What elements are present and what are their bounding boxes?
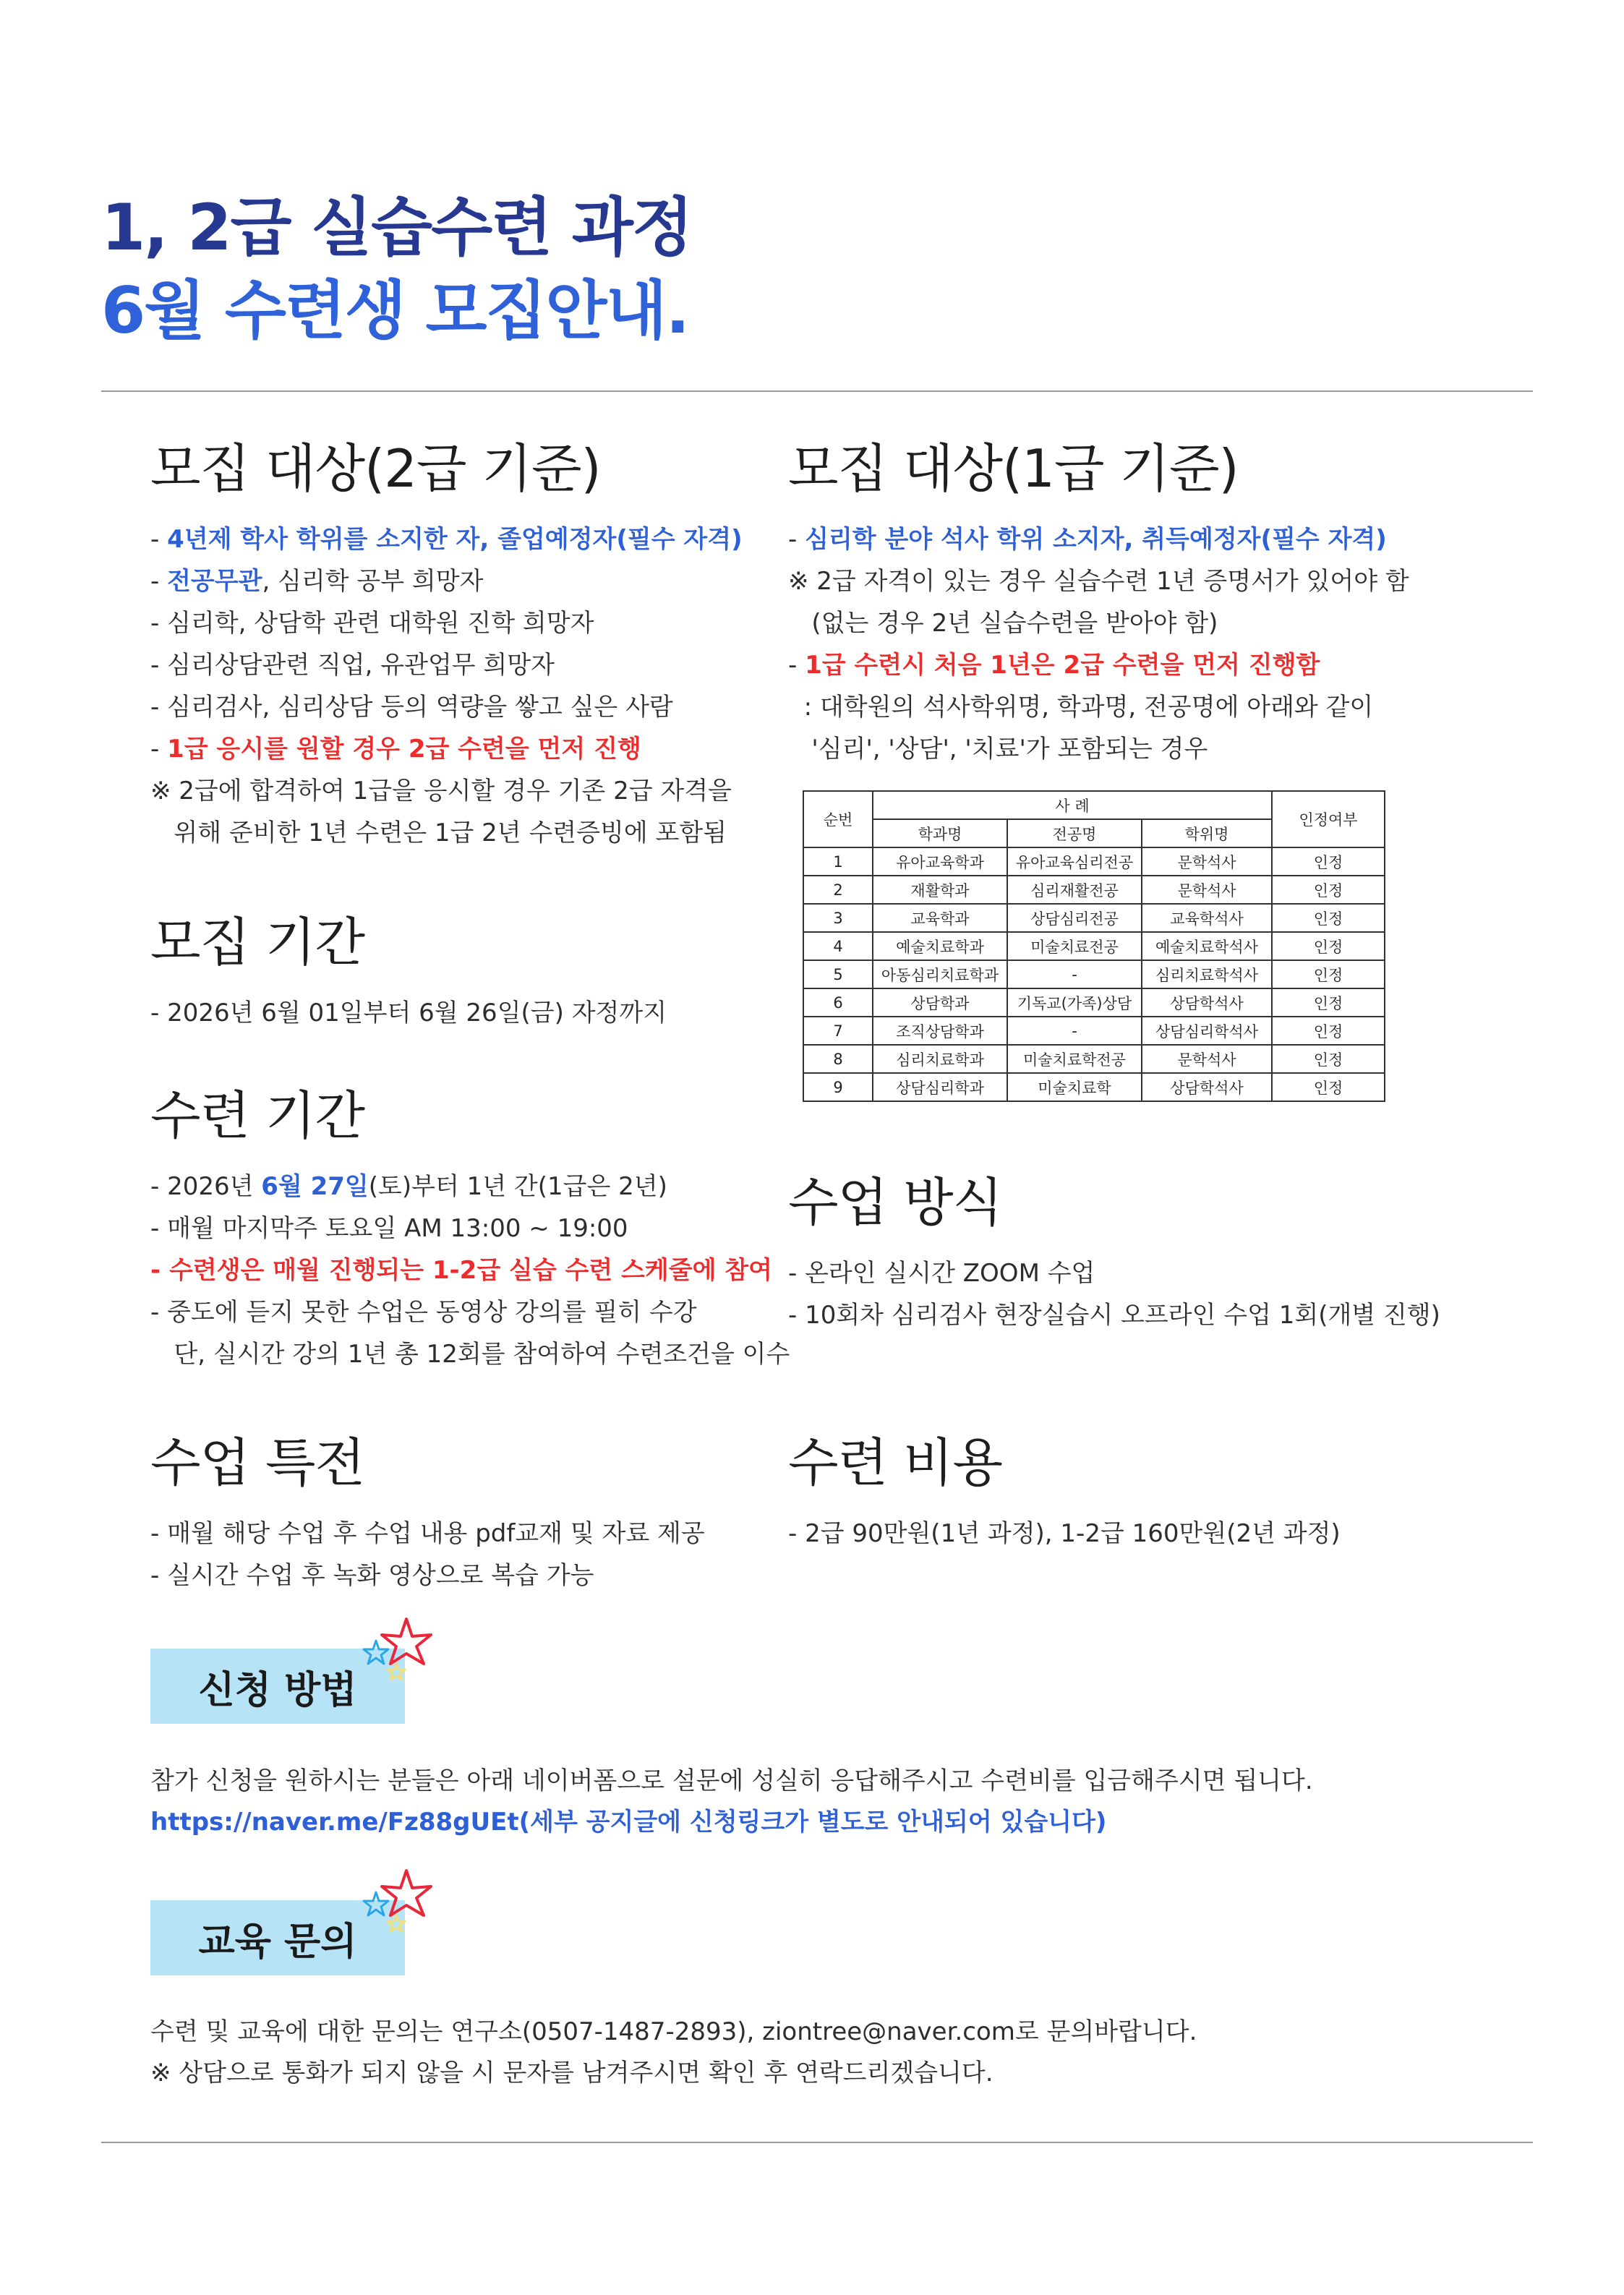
table-cell: 인정 (1272, 904, 1385, 932)
table-row (803, 876, 1385, 904)
star-red-icon (382, 1619, 431, 1664)
cost-list (788, 1513, 1341, 1555)
bottom-divider (101, 2142, 1533, 2143)
table-row (803, 960, 1385, 988)
list-item: '심리', '상담', '치료'가 포함되는 경우 (788, 735, 1208, 764)
star-red-icon (382, 1871, 431, 1915)
training-list (150, 1166, 790, 1375)
table-cell: 교육학석사 (1142, 904, 1272, 932)
list-item: - 매월 해당 수업 후 수업 내용 pdf교재 및 자료 제공 (150, 1519, 705, 1548)
table-cell: 상담심리전공 (1007, 904, 1142, 932)
star-yellow-icon (388, 1664, 405, 1680)
table-cell: 상담학과 (873, 988, 1007, 1017)
table-cell: 6 (803, 988, 873, 1017)
table-cell: - (1007, 1017, 1142, 1045)
method-list (788, 1252, 1440, 1336)
table-cell: 아동심리치료학과 (873, 960, 1007, 988)
table-cell: 인정 (1272, 1073, 1385, 1101)
table-row (803, 1017, 1385, 1045)
table-row (803, 1045, 1385, 1073)
table-cell: 5 (803, 960, 873, 988)
table-cell: 4 (803, 932, 873, 960)
training-heading: 수련 기간 (150, 1085, 365, 1146)
table-row (803, 904, 1385, 932)
table-cell: 문학석사 (1142, 876, 1272, 904)
target1-list (788, 518, 1409, 770)
table-cell: 예술치료학과 (873, 932, 1007, 960)
table-cell: 상담학석사 (1142, 1073, 1272, 1101)
header-ok: 인정여부 (1272, 791, 1385, 847)
star-yellow-icon (388, 1915, 405, 1931)
list-item: - 심리학, 상담학 관련 대학원 진학 희망자 (150, 609, 594, 638)
table-cell: 기독교(가족)상담 (1007, 988, 1142, 1017)
list-item: - 전공무관, 심리학 공부 희망자 (150, 567, 484, 596)
table-cell: 7 (803, 1017, 873, 1045)
star-cluster-icon (354, 1868, 441, 1954)
table-cell: 재활학과 (873, 876, 1007, 904)
table-cell: 심리치료학과 (873, 1045, 1007, 1073)
list-item: - 온라인 실시간 ZOOM 수업 (788, 1259, 1095, 1288)
star-blue-icon (364, 1892, 388, 1915)
table-row (803, 1073, 1385, 1101)
list-item: - 실시간 수업 후 녹화 영상으로 복습 가능 (150, 1561, 594, 1590)
list-item: - 1급 응시를 원할 경우 2급 수련을 먼저 진행 (150, 735, 641, 764)
table-row (803, 932, 1385, 960)
table-cell: 상담학석사 (1142, 988, 1272, 1017)
list-item: - 2급 90만원(1년 과정), 1-2급 160만원(2년 과정) (788, 1519, 1341, 1548)
table-cell: 예술치료학석사 (1142, 932, 1272, 960)
table-cell: 미술치료학 (1007, 1073, 1142, 1101)
list-item: - 중도에 듣지 못한 수업은 동영상 강의를 필히 수강 (150, 1298, 697, 1327)
table-cell: 교육학과 (873, 904, 1007, 932)
star-blue-icon (364, 1641, 388, 1664)
list-item: ※ 2급 자격이 있는 경우 실습수련 1년 증명서가 있어야 함 (788, 567, 1409, 596)
table-cell: 유아교육심리전공 (1007, 847, 1142, 876)
table-cell: 8 (803, 1045, 873, 1073)
table-cell: 상담심리학석사 (1142, 1017, 1272, 1045)
table-cell: 문학석사 (1142, 847, 1272, 876)
target2-heading: 모집 대상(2급 기준) (150, 438, 601, 499)
contact-line-2: ※ 상담으로 통화가 되지 않을 시 문자를 남겨주시면 확인 후 연락드리겠습니다. (150, 2059, 993, 2087)
title-line-2: 6월 수련생 모집안내. (101, 273, 688, 348)
table-cell: 인정 (1272, 988, 1385, 1017)
list-item: 단, 실시간 강의 1년 총 12회를 참여하여 수련조건을 이수 (150, 1340, 790, 1369)
title-line-1: 1, 2급 실습수련 과정 (101, 190, 692, 265)
table-cell: 인정 (1272, 932, 1385, 960)
period-list (150, 992, 667, 1034)
table-row (803, 988, 1385, 1017)
case-table (803, 790, 1385, 1102)
table-cell: 인정 (1272, 876, 1385, 904)
list-item: - 10회차 심리검사 현장실습시 오프라인 수업 1회(개별 진행) (788, 1301, 1440, 1330)
benefit-list (150, 1513, 705, 1597)
apply-link[interactable]: https://naver.me/Fz88gUEt(세부 공지글에 신청링크가 별도로 안내되어 있습니다) (150, 1808, 1107, 1837)
header-major: 전공명 (1007, 819, 1142, 847)
list-item: - 심리상담관련 직업, 유관업무 희망자 (150, 651, 555, 680)
method-heading: 수업 방식 (788, 1172, 1003, 1233)
apply-text: 참가 신청을 원하시는 분들은 아래 네이버폼으로 설문에 성실히 응답해주시고 수련비를 입금해주시면 됩니다. (150, 1766, 1313, 1795)
list-item: (없는 경우 2년 실습수련을 받아야 함) (788, 609, 1218, 638)
table-cell: 9 (803, 1073, 873, 1101)
benefit-heading: 수업 특전 (150, 1432, 365, 1493)
header-no: 순번 (803, 791, 873, 847)
table-cell: 유아교육학과 (873, 847, 1007, 876)
list-item: - 심리학 분야 석사 학위 소지자, 취득예정자(필수 자격) (788, 525, 1387, 554)
target2-list (150, 518, 743, 854)
contact-line-1: 수련 및 교육에 대한 문의는 연구소(0507-1487-2893), ziontree@naver.com로 문의바랍니다. (150, 2017, 1197, 2046)
table-cell: 심리재활전공 (1007, 876, 1142, 904)
table-cell: 조직상담학과 (873, 1017, 1007, 1045)
header-dept: 학과명 (873, 819, 1007, 847)
list-item: 위해 준비한 1년 수련은 1급 2년 수련증빙에 포함됨 (150, 819, 727, 847)
table-cell: 인정 (1272, 960, 1385, 988)
table-cell: 상담심리학과 (873, 1073, 1007, 1101)
list-item: - 심리검사, 심리상담 등의 역량을 쌓고 싶은 사람 (150, 693, 673, 722)
table-cell: 문학석사 (1142, 1045, 1272, 1073)
table-cell: 인정 (1272, 847, 1385, 876)
target1-heading: 모집 대상(1급 기준) (788, 438, 1239, 499)
cost-heading: 수련 비용 (788, 1432, 1003, 1493)
list-item: - 2026년 6월 27일(토)부터 1년 간(1급은 2년) (150, 1172, 667, 1201)
table-cell: 미술치료학전공 (1007, 1045, 1142, 1073)
header-case: 사 례 (873, 791, 1272, 819)
header-degree: 학위명 (1142, 819, 1272, 847)
list-item: : 대학원의 석사학위명, 학과명, 전공명에 아래와 같이 (788, 693, 1374, 722)
list-item: - 1급 수련시 처음 1년은 2급 수련을 먼저 진행함 (788, 651, 1320, 680)
period-text: - 2026년 6월 01일부터 6월 26일(금) 자정까지 (150, 999, 667, 1027)
list-item: - 수련생은 매월 진행되는 1-2급 실습 수련 스케줄에 참여 (150, 1256, 772, 1285)
star-cluster-icon (354, 1616, 441, 1703)
table-cell: 3 (803, 904, 873, 932)
list-item: ※ 2급에 합격하여 1급을 응시할 경우 기존 2급 자격을 (150, 777, 732, 805)
table-cell: 인정 (1272, 1017, 1385, 1045)
list-item: - 4년제 학사 학위를 소지한 자, 졸업예정자(필수 자격) (150, 525, 743, 554)
table-cell: 심리치료학석사 (1142, 960, 1272, 988)
apply-label: 신청 방법 (150, 1649, 405, 1724)
table-cell: 2 (803, 876, 873, 904)
period-heading: 모집 기간 (150, 912, 365, 973)
table-header-row (803, 791, 1385, 819)
table-cell: - (1007, 960, 1142, 988)
top-divider (101, 390, 1533, 392)
table-cell: 미술치료전공 (1007, 932, 1142, 960)
contact-label: 교육 문의 (150, 1900, 405, 1975)
table-cell: 인정 (1272, 1045, 1385, 1073)
table-cell: 1 (803, 847, 873, 876)
list-item: - 매월 마지막주 토요일 AM 13:00 ~ 19:00 (150, 1214, 628, 1243)
table-row (803, 847, 1385, 876)
